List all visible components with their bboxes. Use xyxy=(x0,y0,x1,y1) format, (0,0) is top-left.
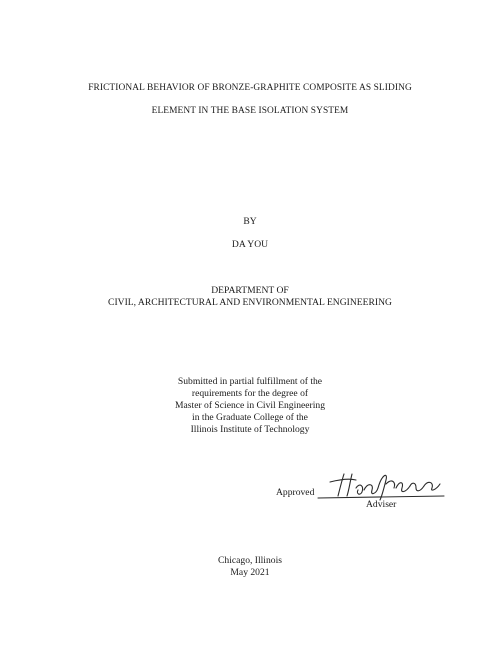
title-line-1: FRICTIONAL BEHAVIOR OF BRONZE-GRAPHITE COMPOSITE AS SLIDING xyxy=(88,83,412,93)
department-line-2: CIVIL, ARCHITECTURAL AND ENVIRONMENTAL ENGINEERING xyxy=(108,297,392,308)
submission-line: Master of Science in Civil Engineering xyxy=(175,400,325,411)
author-name: DA YOU xyxy=(231,239,269,250)
approved-label: Approved xyxy=(276,487,315,498)
adviser-label: Adviser xyxy=(366,499,397,510)
department-line-1: DEPARTMENT OF xyxy=(211,285,289,296)
by-label: BY xyxy=(243,216,257,227)
submission-line: Submitted in partial fulfillment of the xyxy=(177,376,323,387)
submission-line: requirements for the degree of xyxy=(191,388,309,399)
date: May 2021 xyxy=(230,567,270,578)
approval-block xyxy=(276,468,456,518)
location: Chicago, Illinois xyxy=(218,555,282,566)
submission-line: Illinois Institute of Technology xyxy=(190,424,310,435)
submission-line: in the Graduate College of the xyxy=(192,412,308,423)
title-line-2: ELEMENT IN THE BASE ISOLATION SYSTEM xyxy=(151,106,349,116)
